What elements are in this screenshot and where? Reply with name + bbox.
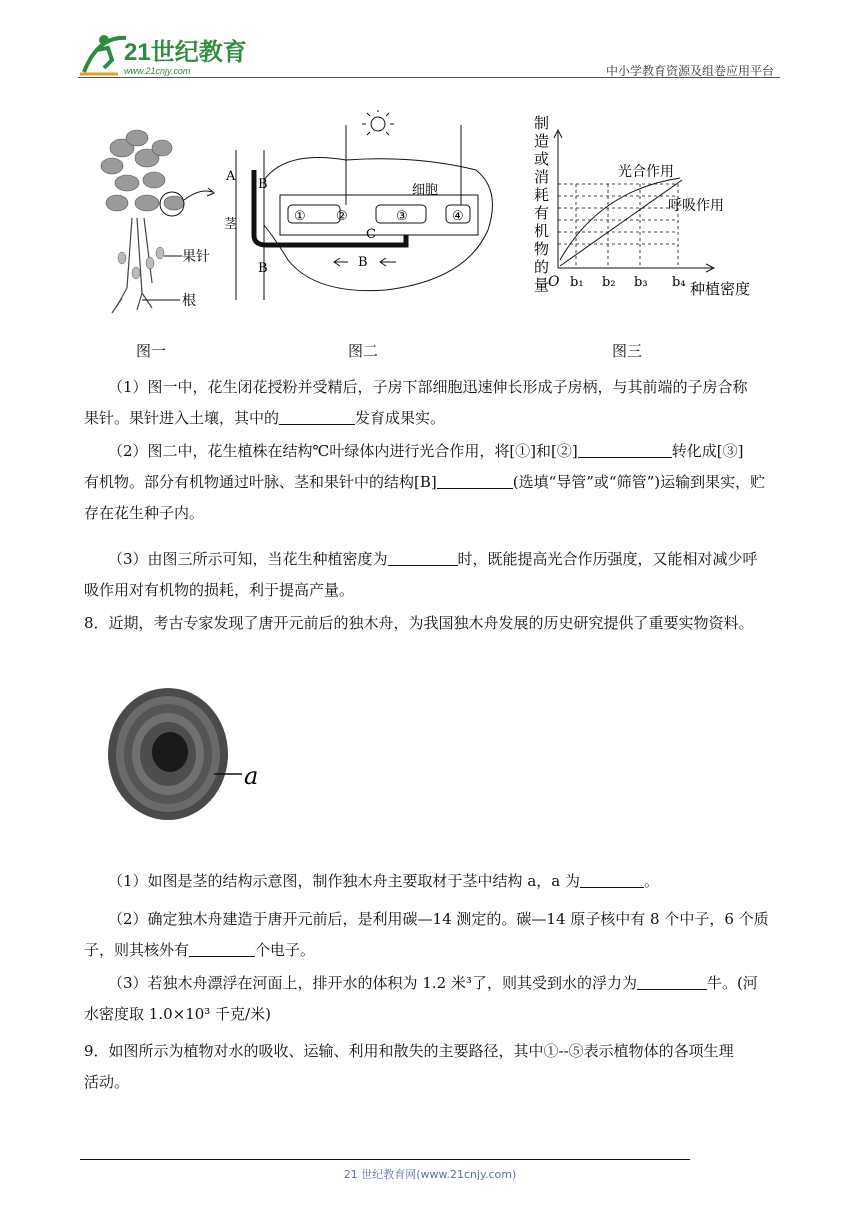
answer-blank[interactable]: [388, 549, 458, 566]
label-stem: 茎: [224, 217, 238, 232]
series-respiration-label: 呼吸作用: [668, 198, 724, 214]
svg-text:造: 造: [534, 132, 550, 150]
label-A: A: [226, 169, 236, 184]
q9-stem: 9．如图所示为植物对水的吸收、运输、利用和散失的主要路径，其中①--⑤表示植物体的各项生理 活动。: [84, 1042, 734, 1091]
q8-part3: （3）若独木舟漂浮在河面上，排开水的体积为 1.2 米³了，则其受到水的浮力为 牛。(河 水密度取 1.0×10³ 千克/米): [84, 974, 758, 1023]
origin-label: O: [548, 274, 560, 290]
tick-b2: b₂: [602, 275, 616, 290]
label-guozhen: 果针: [182, 249, 210, 265]
label-B-bottom: B: [258, 261, 268, 276]
label-C: C: [366, 227, 376, 242]
caption-fig2: 图二: [348, 342, 379, 360]
q7-part2: （2）图二中，花生植株在结构℃叶绿体内进行光合作用，将[①]和[②] 转化成[③] 有机物。部分有机物通过叶脉、茎和果针中的结构[B] (选填“导管”或“筛管”)运输到果实，贮 存在花生种子内。: [84, 442, 766, 522]
svg-text:或: 或: [534, 150, 550, 168]
answer-blank[interactable]: [578, 441, 672, 458]
label-cell: 细胞: [412, 183, 439, 198]
label-gen: 根: [182, 293, 196, 309]
answer-blank[interactable]: [189, 940, 255, 957]
logo-url: www.21cnjy.com: [124, 66, 191, 76]
label-c3: ③: [396, 209, 408, 224]
svg-text:有: 有: [534, 204, 550, 222]
svg-text:耗: 耗: [534, 186, 550, 204]
label-B-arrow: B: [358, 255, 368, 270]
label-c4: ④: [452, 209, 464, 224]
footer-divider: [80, 1159, 690, 1160]
answer-blank[interactable]: [437, 472, 513, 489]
figure-2-leaf-stem: [216, 110, 506, 310]
label-B-top: B: [258, 177, 268, 192]
answer-blank[interactable]: [580, 871, 644, 888]
q8-stem: 8．近期，考古专家发现了唐开元前后的独木舟，为我国独木舟发展的历史研究提供了重要实物资料。: [84, 614, 754, 632]
answer-blank[interactable]: [279, 408, 355, 425]
y-axis-char-1: 制: [534, 114, 550, 132]
caption-fig3: 图三: [612, 342, 643, 360]
label-c2: ②: [336, 209, 348, 224]
x-axis-label: 种植密度: [690, 280, 751, 298]
caption-fig1: 图一: [136, 342, 167, 360]
q8-part2: （2）确定独木舟建造于唐开元前后，是利用碳—14 测定的。碳—14 原子核中有 8 个中子，6 个质 子，则其核外有 个电子。: [84, 910, 769, 959]
series-photosynthesis-label: 光合作用: [618, 164, 674, 180]
q7-part1: （1）图一中，花生闭花授粉并受精后，子房下部细胞迅速伸长形成子房柄，与其前端的子房合称 果针。果针进入土壤，其中的 发育成果实。: [84, 378, 748, 427]
figure-3-density-chart: [530, 110, 760, 315]
header-divider: [78, 77, 780, 78]
tree-cross-section-figure: [102, 680, 282, 830]
svg-text:机: 机: [534, 222, 550, 240]
answer-blank[interactable]: [637, 973, 707, 990]
tick-b3: b₃: [634, 275, 648, 290]
svg-text:的: 的: [534, 258, 550, 276]
svg-text:量: 量: [534, 276, 550, 294]
tick-b1: b₁: [570, 275, 584, 290]
figure-1-peanut-plant: [92, 118, 222, 318]
site-logo: [78, 28, 258, 80]
logo-text: 21世纪教育: [124, 39, 247, 66]
label-c1: ①: [294, 209, 306, 224]
header-platform-text: 中小学教育资源及组卷应用平台: [605, 64, 774, 78]
q7-part3: （3）由图三所示可知，当花生种植密度为 时，既能提高光合作历强度，又能相对减少呼 吸作用对有机物的损耗，利于提高产量。: [84, 550, 758, 599]
q8-part1: （1）如图是茎的结构示意图，制作独木舟主要取材于茎中结构 a，a 为 。: [108, 872, 659, 890]
page-header: [78, 28, 780, 80]
svg-text:物: 物: [534, 240, 550, 258]
svg-text:消: 消: [534, 168, 550, 186]
tick-b4: b₄: [672, 275, 686, 290]
label-a: a: [244, 762, 259, 790]
footer-text: 21 世纪教育网(www.21cnjy.com): [343, 1168, 517, 1181]
